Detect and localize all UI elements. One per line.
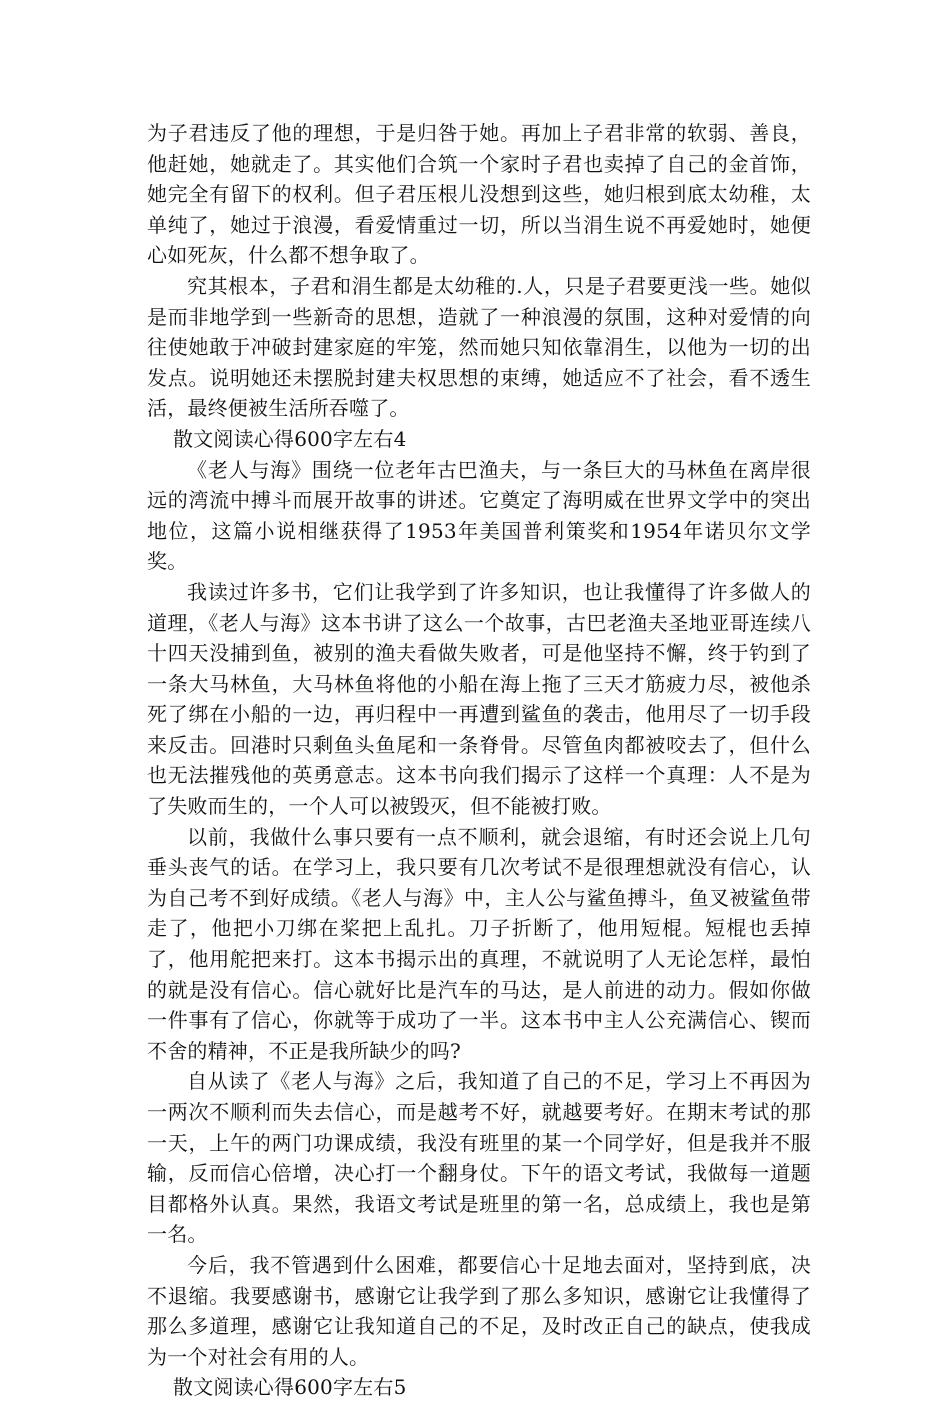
section-heading: 散文阅读心得600字左右4 xyxy=(173,426,407,451)
paragraph: 为子君违反了他的理想，于是归咎于她。再加上子君非常的软弱、善良，他赶她，她就走了。其实他们合筑一个家时子君也卖掉了自己的金首饰，她完全有留下的权利。但子君压根儿没想到这些，她归根到底太幼稚，太单纯了，她过于浪漫，看爱情重过一切，所以当涓生说不再爱她时，她便心如死灰，什么都不想争取了。 xyxy=(147,121,811,268)
paragraph: 我读过许多书，它们让我学到了许多知识，也让我懂得了许多做人的道理，《老人与海》这本书讲了这么一个故事，古巴老渔夫圣地亚哥连续八十四天没捕到鱼，被别的渔夫看做失败者，可是他坚持不懈，终于钓到了一条大马林鱼，大马林鱼将他的小船在海上拖了三天才筋疲力尽，被他杀死了绑在小船的一边，再归程中一再遭到鲨鱼的袭击，他用尽了一切手段来反击。回港时只剩鱼头鱼尾和一条脊骨。尽管鱼肉都被咬去了，但什么也无法摧残他的英勇意志。这本书向我们揭示了这样一个真理：人不是为了失败而生的，一个人可以被毁灭，但不能被打败。 xyxy=(147,579,811,819)
paragraph: 自从读了《老人与海》之后，我知道了自己的不足，学习上不再因为一两次不顺利而失去信心，而是越考不好，就越要考好。在期末考试的那一天，上午的两门功课成绩，我没有班里的某一个同学好，但是我并不服输，反而信心倍增，决心打一个翻身仗。下午的语文考试，我做每一道题目都格外认真。果然，我语文考试是班里的第一名，总成绩上，我也是第一名。 xyxy=(147,1069,811,1247)
section-heading: 散文阅读心得600字左右5 xyxy=(173,1375,407,1400)
paragraph: 今后，我不管遇到什么困难，都要信心十足地去面对，坚持到底，决不退缩。我要感谢书，感谢它让我学到了那么多知识，感谢它让我懂得了那么多道理，感谢它让我知道自己的不足，及时改正自己的缺点，使我成为一个对社会有用的人。 xyxy=(147,1252,811,1369)
document-body xyxy=(147,118,811,1403)
paragraph: 究其根本，子君和涓生都是太幼稚的.人，只是子君要更浅一些。她似是而非地学到一些新奇的思想，造就了一种浪漫的氛围，这种对爱情的向往使她敢于冲破封建家庭的牢笼，然而她只知依靠涓生，以他为一切的出发点。说明她还未摆脱封建夫权思想的束缚，她适应不了社会，看不透生活，最终便被生活所吞噬了。 xyxy=(147,273,811,421)
paragraph: 《老人与海》围绕一位老年古巴渔夫，与一条巨大的马林鱼在离岸很远的湾流中搏斗而展开故事的讲述。它奠定了海明威在世界文学中的突出地位，这篇小说相继获得了1953年美国普利策奖和1954年诺贝尔文学奖。 xyxy=(147,457,811,574)
paragraph: 以前，我做什么事只要有一点不顺利，就会退缩，有时还会说上几句垂头丧气的话。在学习上，我只要有几次考试不是很理想就没有信心，认为自己考不到好成绩。《老人与海》中，主人公与鲨鱼搏斗，鱼叉被鲨鱼带走了，他把小刀绑在桨把上乱扎。刀子折断了，他用短棍。短棍也丢掉了，他用舵把来打。这本书揭示出的真理，不就说明了人无论怎样，最怕的就是没有信心。信心就好比是汽车的马达，是人前进的动力。假如你做一件事有了信心，你就等于成功了一半。这本书中主人公充满信心、锲而不舍的精神，不正是我所缺少的吗? xyxy=(147,824,811,1063)
